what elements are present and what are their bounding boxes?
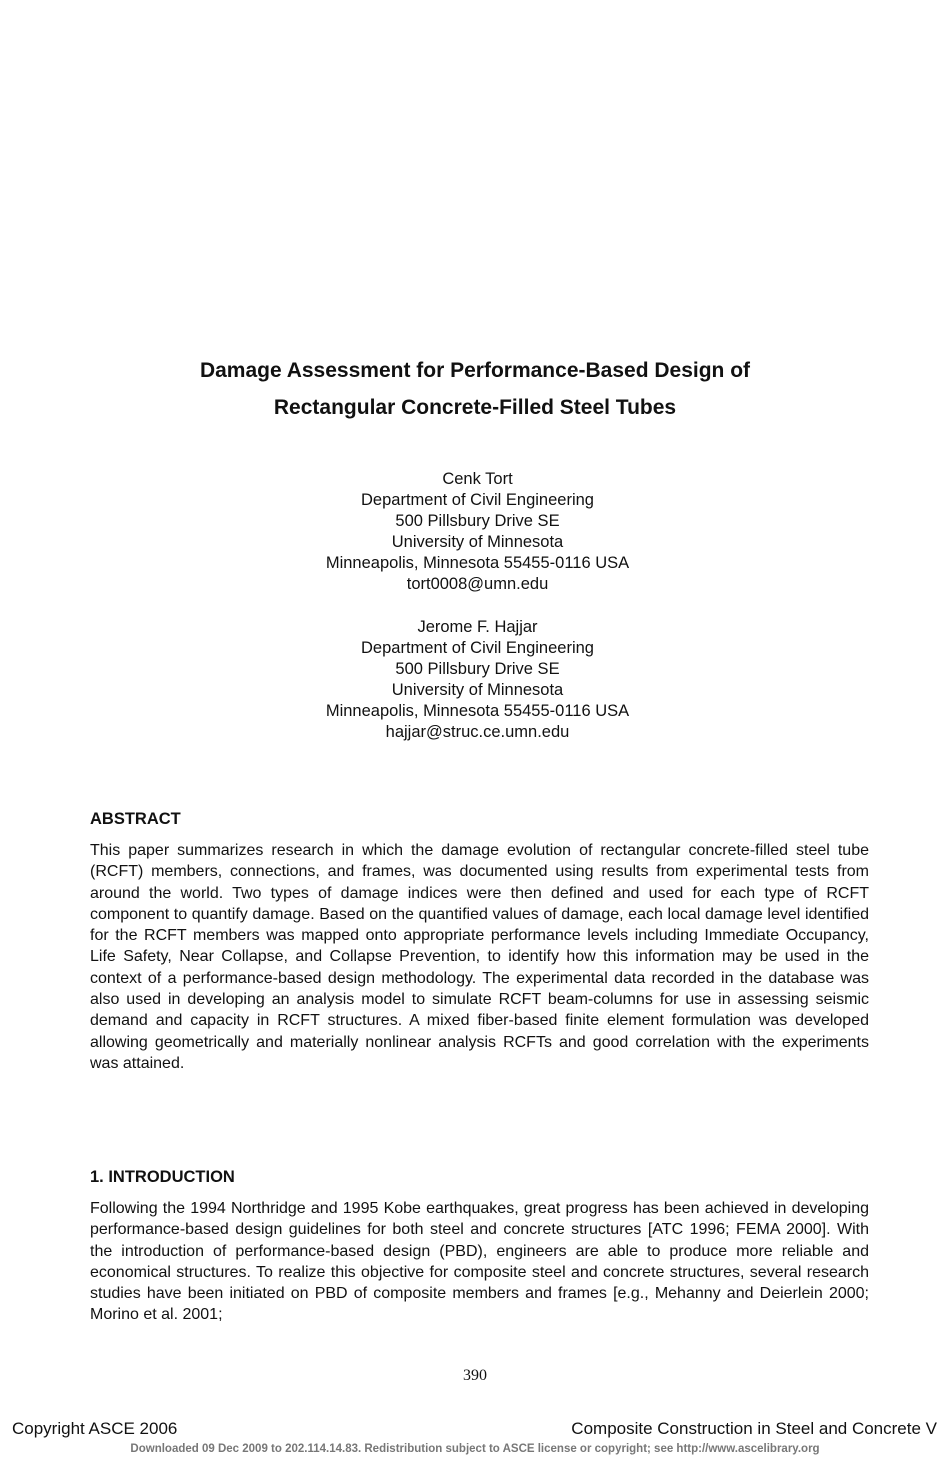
author-department: Department of Civil Engineering <box>361 491 594 509</box>
author-city: Minneapolis, Minnesota 55455-0116 USA <box>325 702 630 720</box>
author-name: Jerome F. Hajjar <box>417 618 538 636</box>
introduction-heading: 1. INTRODUCTION <box>90 1168 235 1186</box>
author-university: University of Minnesota <box>391 681 564 699</box>
author-name: Cenk Tort <box>442 470 513 488</box>
introduction-paragraph: Following the 1994 Northridge and 1995 Kobe earthquakes, great progress has been achieved in developing performance-based design guidelines for both steel and concrete structures [ATC 1996; FEMA 2000]. With the introduction of performance-based design (PBD), engineers are able to produce more reliable and economical structures. To realize this objective for composite steel and concrete structures, several research studies have been initiated on PBD of composite members and frames [e.g., Mehanny and Deierlein 2000; Morino et al. 2001; <box>90 1200 869 1324</box>
author-university: University of Minnesota <box>391 533 564 551</box>
author-city: Minneapolis, Minnesota 55455-0116 USA <box>325 554 630 572</box>
download-notice: Downloaded 09 Dec 2009 to 202.114.14.83. Redistribution subject to ASCE license or copyright; see http://www.ascelibrary.org <box>130 1443 820 1455</box>
author-block-1 <box>0 469 950 595</box>
title-line-1: Damage Assessment for Performance-Based Design of <box>199 359 751 382</box>
author-street: 500 Pillsbury Drive SE <box>395 512 560 530</box>
author-street: 500 Pillsbury Drive SE <box>395 660 560 678</box>
author-email: hajjar@struc.ce.umn.edu <box>385 723 570 741</box>
author-department: Department of Civil Engineering <box>361 639 594 657</box>
abstract-heading: ABSTRACT <box>90 810 181 828</box>
footer-proceedings-title: Composite Construction in Steel and Concrete V <box>571 1419 937 1438</box>
abstract-paragraph: This paper summarizes research in which the damage evolution of rectangular concrete-filled steel tube (RCFT) members, connections, and frames, was documented using results from experimental tests from around the world. Two types of damage indices were then defined and used for each type of RCFT component to quantify damage. Based on the quantified values of damage, each local damage level identified for the RCFT members was mapped onto appropriate performance levels including Immediate Occupancy, Life Safety, Near Collapse, and Collapse Prevention, to identify how this information may be used in the context of a performance-based design methodology. The experimental data recorded in the database was also used in developing an analysis model to simulate RCFT beam-columns for use in assessing seismic demand and capacity in RCFT structures. A mixed fiber-based finite element formulation was developed allowing geometrically and materially nonlinear analysis RCFTs and good correlation with the experiments was attained. <box>90 842 869 1072</box>
author-email: tort0008@umn.edu <box>406 575 549 593</box>
title-line-2: Rectangular Concrete-Filled Steel Tubes <box>273 396 677 419</box>
page-number: 390 <box>463 1367 487 1384</box>
footer-copyright: Copyright ASCE 2006 <box>12 1419 178 1438</box>
author-block-2 <box>0 617 950 743</box>
paper-title <box>0 352 950 426</box>
